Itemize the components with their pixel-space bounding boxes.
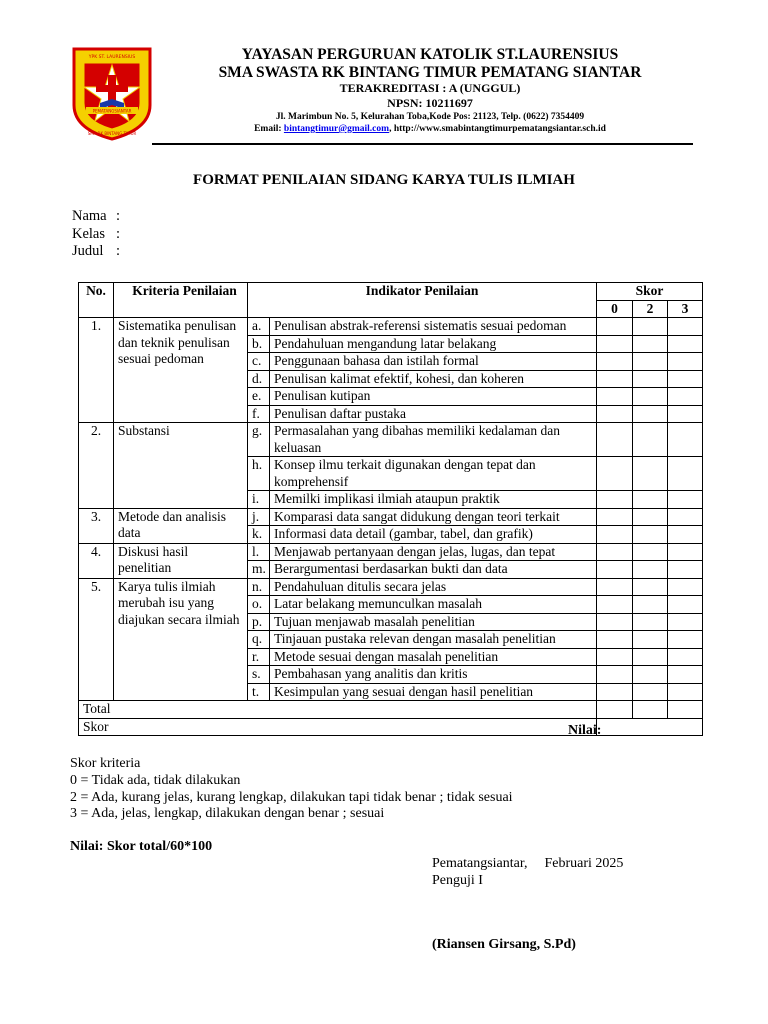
indicator-text: Penulisan abstrak-referensi sistematis sesuai pedoman [270, 318, 597, 336]
class-field[interactable] [72, 226, 120, 244]
indicator-text: Penulisan kalimat efektif, kohesi, dan koheren [270, 370, 597, 388]
header-divider [152, 143, 693, 145]
indicator-letter: j. [248, 508, 270, 526]
score-cell[interactable] [668, 543, 703, 561]
score-cell[interactable] [668, 423, 703, 457]
indicator-letter: t. [248, 683, 270, 701]
indicator-letter: o. [248, 596, 270, 614]
criteria-cell: Diskusi hasil penelitian [114, 543, 248, 578]
indicator-letter: n. [248, 578, 270, 596]
row-number: 1. [79, 318, 114, 423]
score-cell[interactable] [633, 561, 668, 579]
score-cell[interactable] [668, 666, 703, 684]
indicator-letter: c. [248, 353, 270, 371]
score-cell[interactable] [668, 388, 703, 406]
email-label: Email: [254, 124, 284, 134]
indicator-text: Tujuan menjawab masalah penelitian [270, 613, 597, 631]
score-cell[interactable] [668, 701, 703, 719]
score-cell[interactable] [668, 491, 703, 509]
score-cell[interactable] [597, 370, 633, 388]
criteria-line: 0 = Tidak ada, tidak dilakukan [70, 772, 241, 788]
indicator-text: Berargumentasi berdasarkan bukti dan data [270, 561, 597, 579]
score-cell[interactable] [597, 405, 633, 423]
indicator-text: Metode sesuai dengan masalah penelitian [270, 648, 597, 666]
indicator-letter: m. [248, 561, 270, 579]
score-cell[interactable] [633, 318, 668, 336]
field-label: Nama [72, 208, 107, 224]
score-cell[interactable] [668, 561, 703, 579]
table-row [79, 508, 703, 526]
identity-fields [72, 208, 120, 261]
score-formula: Nilai: Skor total/60*100 [70, 839, 213, 854]
signature-block [432, 855, 623, 889]
field-label: Judul [72, 243, 104, 259]
score-cell[interactable] [633, 491, 668, 509]
criteria-line: 3 = Ada, jelas, lengkap, dilakukan dengan benar ; sesuai [70, 806, 385, 822]
criteria-title: Skor kriteria [70, 756, 141, 771]
criteria-line: 2 = Ada, kurang jelas, kurang lengkap, dilakukan tapi tidak benar ; tidak sesuai [70, 789, 513, 805]
field-label: Kelas [72, 225, 106, 242]
score-cell[interactable] [668, 335, 703, 353]
score-cell[interactable] [597, 683, 633, 701]
total-label: Total [79, 701, 597, 719]
logo-top-text: YPK ST. LAURENSIUS [88, 55, 136, 60]
score-cell[interactable] [597, 701, 633, 719]
score-cell[interactable] [668, 578, 703, 596]
indicator-letter: b. [248, 335, 270, 353]
score-cell[interactable] [597, 648, 633, 666]
indicator-letter: q. [248, 631, 270, 649]
indicator-letter: k. [248, 526, 270, 544]
signature-place: Pematangsiantar, [432, 856, 528, 871]
score-cell[interactable] [668, 405, 703, 423]
score-cell[interactable] [668, 508, 703, 526]
field-sep: : [116, 225, 121, 242]
contact-line [160, 124, 700, 134]
signature-role: Penguji I [432, 873, 483, 888]
score-cell[interactable] [633, 335, 668, 353]
score-cell[interactable] [633, 683, 668, 701]
score-cell[interactable] [597, 596, 633, 614]
score-cell[interactable] [633, 388, 668, 406]
score-cell[interactable] [597, 613, 633, 631]
score-cell[interactable] [633, 526, 668, 544]
indicator-text: Memilki implikasi ilmiah ataupun praktik [270, 491, 597, 509]
indicator-text: Komparasi data sangat didukung dengan teori terkait [270, 508, 597, 526]
score-cell[interactable] [633, 423, 668, 457]
score-cell[interactable] [633, 613, 668, 631]
table-header-row [79, 283, 703, 301]
indicator-letter: f. [248, 405, 270, 423]
accreditation: TERAKREDITASI : A (UNGGUL) [339, 81, 521, 95]
indicator-text: Pendahuluan ditulis secara jelas [270, 578, 597, 596]
indicator-letter: l. [248, 543, 270, 561]
score-cell[interactable] [597, 561, 633, 579]
score-cell[interactable] [668, 318, 703, 336]
score-cell[interactable] [597, 631, 633, 649]
score-cell[interactable] [633, 370, 668, 388]
foundation-name: YAYASAN PERGURUAN KATOLIK ST.LAURENSIUS [241, 46, 619, 63]
npsn: NPSN: 10211697 [387, 96, 473, 110]
indicator-letter: s. [248, 666, 270, 684]
score-cell[interactable] [668, 457, 703, 491]
score-cell[interactable] [597, 423, 633, 457]
score-cell[interactable] [597, 457, 633, 491]
header-indicator: Indikator Penilaian [248, 283, 597, 318]
logo-ribbon-text: PEMATANGSIANTAR [92, 108, 132, 114]
score-cell[interactable] [597, 335, 633, 353]
score-cell[interactable] [597, 543, 633, 561]
score-cell[interactable] [633, 596, 668, 614]
school-address: Jl. Marimbun No. 5, Kelurahan Toba,Kode Pos: 21123, Telp. (0622) 7354409 [275, 112, 585, 122]
header-score-2: 2 [633, 300, 668, 318]
logo-bottom-text: SMA RK BINTANG TIMUR [87, 131, 137, 136]
field-sep: : [116, 208, 121, 224]
score-cell[interactable] [597, 526, 633, 544]
score-cell[interactable] [668, 631, 703, 649]
indicator-text: Konsep ilmu terkait digunakan dengan tepat dan komprehensif [270, 457, 597, 491]
header-score-0: 0 [597, 300, 633, 318]
table-row [79, 578, 703, 596]
score-cell[interactable] [633, 648, 668, 666]
score-cell[interactable] [633, 405, 668, 423]
score-cell[interactable] [668, 683, 703, 701]
signature-date: Februari 2025 [544, 856, 624, 871]
indicator-text: Tinjauan pustaka relevan dengan masalah penelitian [270, 631, 597, 649]
signer-name: (Riansen Girsang, S.Pd) [432, 937, 576, 952]
criteria-cell: Sistematika penulisan dan teknik penulisan sesuai pedoman [114, 318, 248, 423]
score-cell[interactable] [633, 543, 668, 561]
field-sep: : [116, 243, 121, 259]
score-criteria [70, 756, 513, 823]
score-cell[interactable] [633, 701, 668, 719]
row-number: 5. [79, 578, 114, 701]
indicator-letter: d. [248, 370, 270, 388]
score-cell[interactable] [633, 353, 668, 371]
indicator-text: Informasi data detail (gambar, tabel, dan grafik) [270, 526, 597, 544]
score-cell[interactable] [597, 508, 633, 526]
indicator-text: Permasalahan yang dibahas memiliki kedalaman dan keluasan [270, 423, 597, 457]
indicator-text: Pembahasan yang analitis dan kritis [270, 666, 597, 684]
table-row [79, 423, 703, 457]
email-link[interactable]: bintangtimur@gmail.com [283, 124, 390, 134]
indicator-letter: r. [248, 648, 270, 666]
header-score: Skor [597, 283, 703, 301]
score-cell[interactable] [633, 578, 668, 596]
indicator-letter: g. [248, 423, 270, 457]
indicator-text: Penulisan daftar pustaka [270, 405, 597, 423]
table-row [79, 318, 703, 336]
document-title: FORMAT PENILAIAN SIDANG KARYA TULIS ILMIAH [193, 172, 575, 188]
skor-row [79, 718, 703, 736]
table-row [79, 543, 703, 561]
score-cell[interactable] [633, 666, 668, 684]
score-cell[interactable] [597, 388, 633, 406]
score-cell[interactable] [597, 491, 633, 509]
indicator-text: Penggunaan bahasa dan istilah formal [270, 353, 597, 371]
row-number: 3. [79, 508, 114, 543]
row-number: 4. [79, 543, 114, 578]
criteria-cell: Metode dan analisis data [114, 508, 248, 543]
indicator-letter: a. [248, 318, 270, 336]
indicator-text: Pendahuluan mengandung latar belakang [270, 335, 597, 353]
score-cell[interactable] [597, 578, 633, 596]
score-cell[interactable] [668, 613, 703, 631]
indicator-text: Menjawab pertanyaan dengan jelas, lugas, dan tepat [270, 543, 597, 561]
indicator-letter: i. [248, 491, 270, 509]
indicator-letter: p. [248, 613, 270, 631]
score-cell[interactable] [668, 526, 703, 544]
score-cell[interactable] [597, 353, 633, 371]
skor-cell[interactable] [597, 718, 703, 736]
criteria-cell: Substansi [114, 423, 248, 509]
score-cell[interactable] [633, 508, 668, 526]
nilai-label: Nilai: [568, 723, 602, 738]
score-cell[interactable] [668, 596, 703, 614]
title-field[interactable] [72, 243, 120, 261]
row-number: 2. [79, 423, 114, 509]
score-cell[interactable] [668, 353, 703, 371]
indicator-text: Penulisan kutipan [270, 388, 597, 406]
score-cell[interactable] [668, 370, 703, 388]
indicator-text: Kesimpulan yang sesuai dengan hasil penelitian [270, 683, 597, 701]
score-cell[interactable] [668, 648, 703, 666]
score-cell[interactable] [633, 457, 668, 491]
score-cell[interactable] [633, 631, 668, 649]
school-logo [72, 47, 152, 141]
score-cell[interactable] [597, 318, 633, 336]
score-cell[interactable] [597, 666, 633, 684]
skor-label: Skor [79, 718, 597, 736]
total-row [79, 701, 703, 719]
header-no: No. [79, 283, 114, 318]
criteria-cell: Karya tulis ilmiah merubah isu yang diajukan secara ilmiah [114, 578, 248, 701]
indicator-text: Latar belakang memunculkan masalah [270, 596, 597, 614]
header-criteria: Kriteria Penilaian [114, 283, 248, 318]
header-score-3: 3 [668, 300, 703, 318]
indicator-letter: h. [248, 457, 270, 491]
name-field[interactable] [72, 208, 120, 226]
indicator-letter: e. [248, 388, 270, 406]
school-name: SMA SWASTA RK BINTANG TIMUR PEMATANG SIANTAR [218, 64, 642, 81]
website-text[interactable]: , http://www.smabintangtimurpematangsiantar.sch.id [389, 124, 606, 134]
assessment-table [78, 282, 703, 736]
